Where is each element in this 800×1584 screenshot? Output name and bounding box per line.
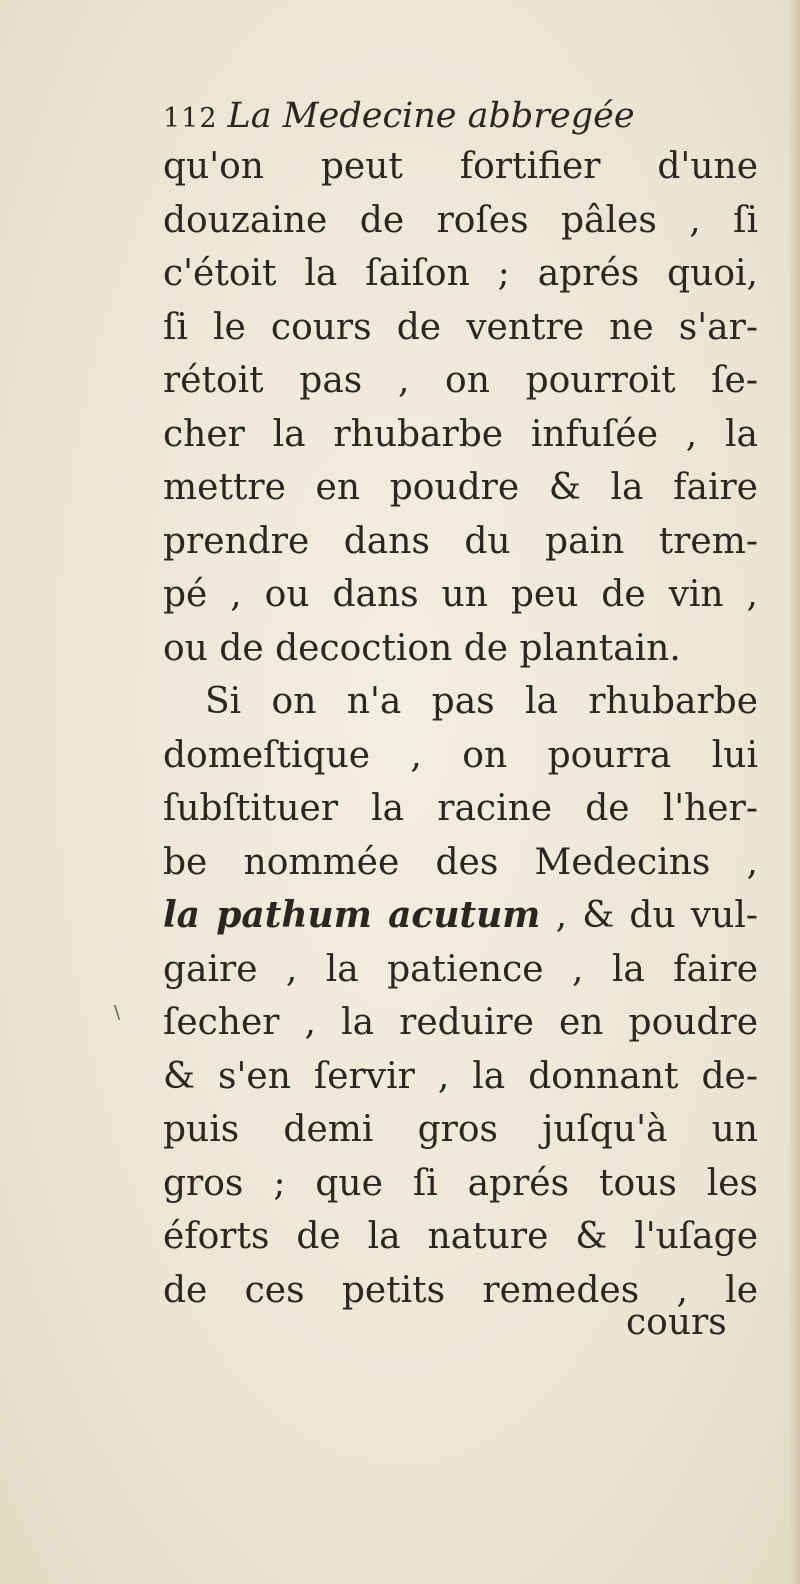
text-line: éforts de la nature & l'uſage (163, 1216, 758, 1257)
running-title: La Medecine abbregée (227, 96, 635, 136)
text-line: rétoit pas , on pourroit ſe- (163, 360, 758, 401)
page-edge (790, 0, 800, 1584)
text-line: mettre en poudre & la faire (163, 467, 758, 508)
text-line: douzaine de roſes pâles , ſi (163, 199, 758, 241)
italic-text-line (163, 889, 758, 943)
page-number: 112 (163, 103, 218, 134)
text-line: qu'on peut fortifier d'une (163, 146, 758, 187)
text-line: c'étoit la ſaiſon ; aprés quoi, (163, 253, 758, 294)
text-line: pé , ou dans un peu de vin , (163, 574, 758, 615)
text-line: & s'en ſervir , la donnant de- (163, 1055, 758, 1097)
paragraph-start-line: Si on n'a pas la rhubarbe (205, 681, 758, 722)
text-line: ou de decoction de plantain. (163, 627, 681, 669)
text-line: de ces petits remedes , le (163, 1269, 758, 1311)
margin-mark: \ (114, 1002, 121, 1023)
running-head (163, 96, 763, 136)
text-line: ſi le cours de ventre ne s'ar- (163, 306, 758, 348)
text-line: prendre dans du pain trem- (163, 520, 758, 562)
text-line: ſubſtituer la racine de l'her- (163, 788, 758, 829)
text-line: cher la rhubarbe infuſée , la (163, 413, 758, 455)
latin-plant-name: la pathum acutum (163, 894, 541, 936)
line-remainder: , & du vul- (555, 895, 759, 936)
text-line: be nommée des Medecins , (163, 841, 758, 883)
text-line: ſecher , la reduire en poudre (163, 1002, 758, 1043)
text-line: gaire , la patience , la faire (163, 948, 758, 990)
catchword: cours (626, 1302, 727, 1343)
text-body (163, 140, 758, 1317)
text-line: domeſtique , on pourra lui (163, 734, 758, 776)
text-line: puis demi gros juſqu'à un (163, 1109, 758, 1150)
text-line: gros ; que ſi aprés tous les (163, 1162, 758, 1204)
